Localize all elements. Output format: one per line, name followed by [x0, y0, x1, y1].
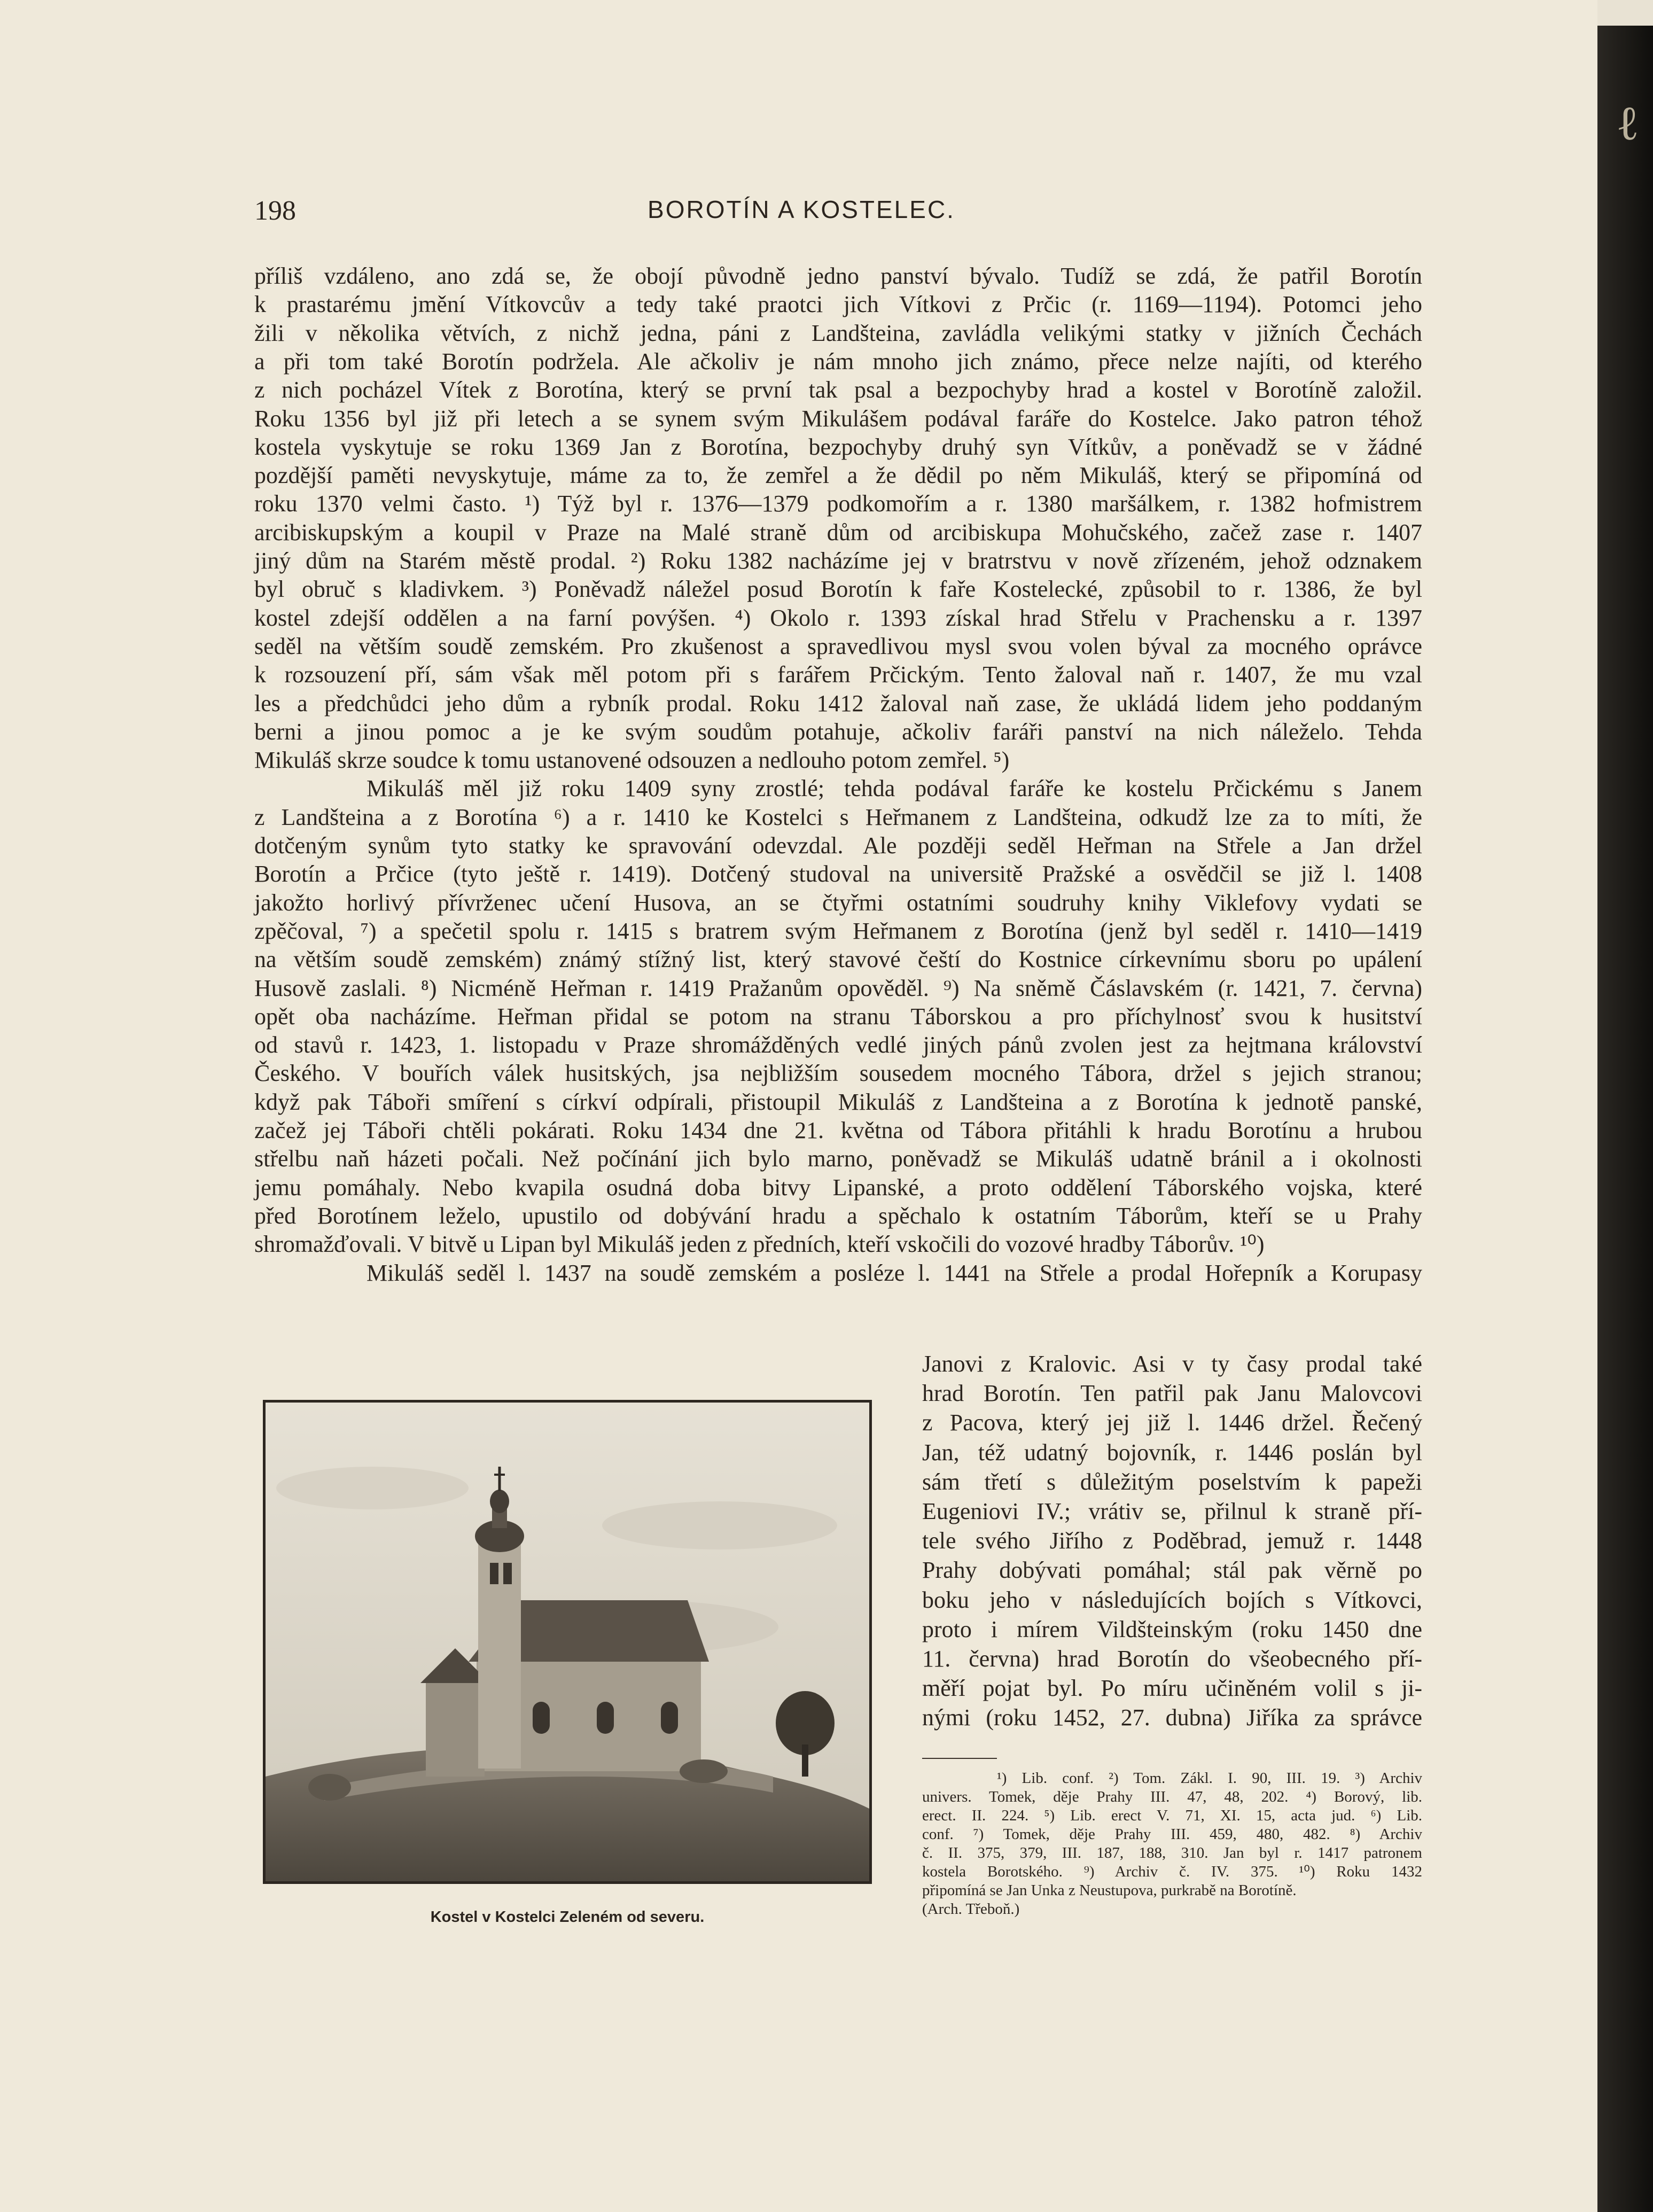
column-line: proto i mírem Vildšteinským (roku 1450 dne [922, 1616, 1422, 1642]
body-line: k rozsouzení pří, sám však měl potom při s farářem Prčickým. Tento žaloval naň r. 1407, že mu vzal [254, 661, 1422, 688]
column-line: tele svého Jiřího z Poděbrad, jemuž r. 1448 [922, 1528, 1422, 1554]
footnote-line: kostela Borotského. ⁹) Archiv č. IV. 375. ¹⁰) Roku 1432 [922, 1863, 1422, 1880]
body-line: na větším soudě zemském) známý stížný list, který stavové čeští do Kostnice církevnímu sboru po upálení [254, 946, 1422, 973]
body-line: byl obruč s kladivkem. ³) Poněvadž náležel posud Borotín k faře Kostelecké, způsobil to r. 1386, že byl [254, 576, 1422, 603]
column-line: nými (roku 1452, 27. dubna) Jiříka za správce [922, 1704, 1422, 1731]
page-number: 198 [254, 196, 296, 226]
body-line: pozdější paměti nevyskytuje, máme za to, že zemřel a že dědil po něm Mikuláš, který se připomíná od [254, 462, 1422, 489]
body-line: berni a jinou pomoc a je ke svým soudům potahuje, ačkoliv faráři panství na nich náleželo. Tehda [254, 718, 1422, 745]
body-line: příliš vzdáleno, ano zdá se, že obojí původně jedno panství bývalo. Tudíž se zdá, že patřil Borotín [254, 263, 1422, 289]
footnote-line: (Arch. Třeboň.) [922, 1901, 1020, 1918]
body-line: roku 1370 velmi často. ¹) Týž byl r. 1376—1379 podkomořím a r. 1380 maršálkem, r. 1382 hofmistrem [254, 490, 1422, 517]
column-line: Jan, též udatný bojovník, r. 1446 poslán byl [922, 1439, 1422, 1466]
body-line: Českého. V bouřích válek husitských, jsa nejbližším sousedem mocného Tábora, držel s jejich stranou; [254, 1060, 1422, 1087]
body-line: žili v několika větvích, z nichž jedna, páni z Landšteina, zavládla velikými statky v jižních Čechách [254, 320, 1422, 346]
body-line: Borotín a Prčice (tyto ještě r. 1419). Dotčený studoval na universitě Pražské a osvědčil se již l. 1408 [254, 861, 1422, 887]
footnote-line: conf. ⁷) Tomek, děje Prahy III. 459, 480, 482. ⁸) Archiv [922, 1826, 1422, 1843]
footnote-line: č. II. 375, 379, III. 187, 188, 310. Jan byl r. 1417 patronem [922, 1844, 1422, 1861]
running-title: BOROTÍN A KOSTELEC. [648, 196, 955, 223]
body-line: Mikuláš skrze soudce k tomu ustanovené odsouzen a nedlouho potom zemřel. ⁵) [254, 747, 1010, 774]
body-line: od stavů r. 1423, 1. listopadu v Praze shromážděných vedlé jiných pánů zvolen jest za hejtmana království [254, 1032, 1422, 1058]
page-corner [1597, 0, 1653, 26]
body-line: Mikuláš měl již roku 1409 syny zrostlé; tehda podával faráře ke kostelu Prčickému s Janem [367, 775, 1422, 802]
body-line: seděl na větším soudě zemském. Pro zkušenost a spravedlivou mysl svou volen býval za mocného oprávce [254, 633, 1422, 659]
church-illustration [263, 1400, 872, 1884]
column-line: měří pojat byl. Po míru učiněném volil s ji- [922, 1675, 1422, 1702]
body-line: a při tom také Borotín podržela. Ale ačkoliv je nám mnoho jich známo, přece nelze najíti, od kterého [254, 348, 1422, 375]
body-line: dotčeným synům tyto statky ke spravování odevzdal. Ale později seděl Heřman na Střele a Jan držel [254, 832, 1422, 859]
body-line: začež jej Táboři chtěli pokárati. Roku 1434 dne 21. května od Tábora přitáhli k hradu Borotínu a hrubou [254, 1117, 1422, 1143]
body-line: z nich pocházel Vítek z Borotína, který se první tak psal a bezpochyby hrad a kostel v Borotíně založil. [254, 377, 1422, 403]
body-line: Roku 1356 byl již při letech a se synem svým Mikulášem podával faráře do Kostelce. Jako patron téhož [254, 405, 1422, 432]
body-line: Mikuláš seděl l. 1437 na soudě zemském a posléze l. 1441 na Střele a prodal Hořepník a Korupasy [367, 1259, 1422, 1286]
body-line: zpěčoval, ⁷) a spečetil spolu r. 1415 s bratrem svým Heřmanem z Borotína (jenž byl seděl r. 1410—1419 [254, 917, 1422, 944]
body-line: shromažďovali. V bitvě u Lipan byl Mikuláš jeden z předních, kteří vskočili do vozové hradby Táborův. ¹⁰) [254, 1231, 1265, 1258]
column-line: boku jeho v následujících bojích s Vítkovci, [922, 1586, 1422, 1613]
footnote-line: ¹) Lib. conf. ²) Tom. Zákl. I. 90, III. 19. ³) Archiv [997, 1770, 1422, 1787]
column-line: Prahy dobývati pomáhal; stál pak věrně po [922, 1557, 1422, 1584]
edge-mark: ℓ [1616, 97, 1640, 150]
body-line: les a předchůdci jeho dům a rybník prodal. Roku 1412 žaloval naň zase, že ukládá lidem jeho poddaným [254, 690, 1422, 716]
column-line: Eugeniovi IV.; vrátiv se, přilnul k straně pří- [922, 1498, 1422, 1524]
column-line: sám třetí s důležitým poselstvím k papeži [922, 1468, 1422, 1495]
body-line: Husově zaslali. ⁸) Nicméně Heřman r. 1419 Pražanům opověděl. ⁹) Na sněmě Čáslavském (r. 1421, 7. června) [254, 975, 1422, 1001]
body-line: střelbu naň házeti počali. Než počínání jich bylo marno, poněvadž se Mikuláš udatně bránil a i okolnosti [254, 1146, 1422, 1172]
column-line: 11. června) hrad Borotín do všeobecného pří- [922, 1646, 1422, 1672]
body-line: před Borotínem leželo, upustilo od dobývání hradu a spěchalo k ostatním Táborům, kteří se u Prahy [254, 1202, 1422, 1229]
body-line: jakožto horlivý přívrženec učení Husova, an se čtyřmi ostatními soudruhy knihy Viklefovy vydati se [254, 889, 1422, 916]
body-line: k prastarému jmění Vítkovcův a tedy také praotci jich Vítkovi z Prčic (r. 1169—1194). Potomci jeho [254, 291, 1422, 318]
column-line: Janovi z Kralovic. Asi v ty časy prodal také [922, 1351, 1422, 1377]
body-line: opět oba nacházíme. Heřman přidal se potom na stranu Táborskou a pro příchylnosť svou k husitství [254, 1003, 1422, 1030]
column-line: hrad Borotín. Ten patřil pak Janu Malovcovi [922, 1380, 1422, 1407]
footnote-rule [922, 1758, 997, 1759]
column-line: z Pacova, který jej již l. 1446 držel. Řečený [922, 1409, 1422, 1436]
footnote-line: univers. Tomek, děje Prahy III. 47, 48, 202. ⁴) Borový, lib. [922, 1788, 1422, 1805]
book-spine [1597, 0, 1653, 2212]
body-line: kostela vyskytuje se roku 1369 Jan z Borotína, bezpochyby druhý syn Vítkův, a poněvadž se v žádné [254, 433, 1422, 460]
footnote-line: připomíná se Jan Unka z Neustupova, purkrabě na Borotíně. [922, 1882, 1297, 1899]
body-line: jemu pomáhaly. Nebo kvapila osudná doba bitvy Lipanské, a proto oddělení Táborského vojska, které [254, 1174, 1422, 1201]
footnote-line: erect. II. 224. ⁵) Lib. erect V. 71, XI. 15, acta jud. ⁶) Lib. [922, 1807, 1422, 1824]
body-line: jiný dům na Starém městě prodal. ²) Roku 1382 nacházíme jej v bratrstvu v nově zřízeném, jehož odznakem [254, 548, 1422, 574]
figure-caption: Kostel v Kostelci Zeleném od severu. [430, 1909, 705, 1926]
body-line: kostel zdejší oddělen a na farní povýšen. ⁴) Okolo r. 1393 získal hrad Střelu v Prachensku a r. 1397 [254, 604, 1422, 631]
body-line: když pak Táboři smíření s církví odpírali, přistoupil Mikuláš z Landšteina a z Borotína k jednotě panské, [254, 1088, 1422, 1115]
body-line: arcibiskupským a koupil v Praze na Malé straně dům od arcibiskupa Mohučského, začež zase r. 1407 [254, 519, 1422, 546]
body-line: z Landšteina a z Borotína ⁶) a r. 1410 ke Kostelci s Heřmanem z Landšteina, odkudž lze za to míti, že [254, 804, 1422, 830]
